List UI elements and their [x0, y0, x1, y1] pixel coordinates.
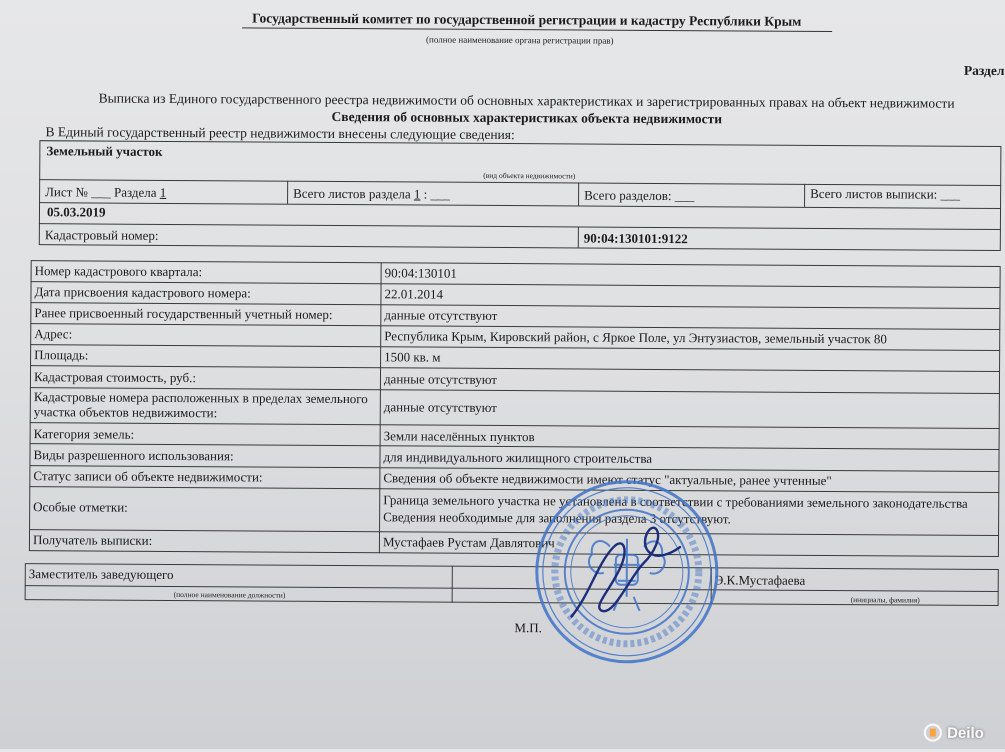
detail-value-record-status: Сведения об объекте недвижимости имеют статус "актуальные, ранее учтенные" — [383, 470, 832, 489]
detail-value-recipient: Мустафаев Рустам Давлятович — [382, 534, 555, 551]
extract-date: 05.03.2019 — [46, 204, 106, 220]
object-type-caption: (вид объекта недвижимости) — [483, 170, 576, 181]
detail-label-recipient: Получатель выписки: — [32, 532, 153, 548]
signature-col-divider — [452, 566, 453, 603]
signer-position: Заместитель заведующего — [28, 566, 174, 583]
detail-label-address: Адрес: — [34, 326, 73, 342]
sections-total: Всего разделов: ___ — [584, 187, 695, 204]
sheets-in-section-value: 1 — [413, 186, 421, 202]
organ-name: Государственный комитет по государственной регистрации и кадастру Республики Крым — [252, 10, 802, 29]
section-number: 1 — [159, 184, 167, 200]
signer-position-caption: (полное наименование должности) — [173, 590, 286, 600]
official-stamp — [531, 476, 722, 667]
detail-label-inner-objects: Кадастровые номера расположенных в пределах земельного участка объектов недвижимости: — [33, 389, 368, 421]
detail-value-assign-date: 22.01.2014 — [384, 286, 444, 302]
signer-name: Э.К.Мустафаева — [714, 572, 806, 588]
summary-col-divider — [578, 226, 579, 248]
detail-label-cost: Кадастровая стоимость, руб.: — [33, 369, 197, 386]
document-title: Выписка из Единого государственного реестра недвижимости об основных характеристиках и зарегистрированных правах на объект недвижимости — [98, 90, 955, 111]
document-intro: В Единый государственный реестр недвижимости внесены следующие сведения: — [45, 124, 515, 143]
document-subtitle: Сведения об основных характеристиках объекта недвижимости — [331, 108, 723, 127]
signer-name-caption: (инициалы, фамилия) — [850, 595, 920, 605]
detail-value-address: Республика Крым, Кировский район, с Яркое Поле, ул Энтузиастов, земельный участок 80 — [384, 328, 887, 347]
detail-label-quarter: Номер кадастрового квартала: — [34, 263, 203, 280]
detail-value-cost: данные отсутствуют — [383, 371, 498, 387]
detail-value-land-category: Земли населённых пунктов — [383, 428, 535, 445]
detail-value-quarter: 90:04:130101 — [384, 265, 457, 281]
detail-value-special-notes: Граница земельного участка не установлена в соответствии с требованиями земельного законодательства — [383, 492, 968, 511]
detail-value-inner-objects: данные отсутствуют — [383, 399, 497, 415]
summary-col-divider — [287, 181, 288, 204]
section-corner-label: Раздел — [963, 62, 1005, 79]
cadastral-number-label: Кадастровый номер: — [44, 227, 159, 243]
detail-value-special-notes-2: Сведения необходимые для заполнения раздела 3 отсутствуют. — [383, 509, 731, 527]
sheets-in-section: Всего листов раздела 1 : ___ — [293, 185, 451, 202]
watermark-brand: Deilo — [947, 724, 984, 742]
detail-label-assign-date: Дата присвоения кадастрового номера: — [34, 284, 251, 301]
detail-label-special-notes: Особые отметки: — [33, 499, 128, 515]
detail-label-area: Площадь: — [34, 347, 89, 363]
detail-value-area: 1500 кв. м — [384, 349, 441, 365]
object-type: Земельный участок — [46, 143, 163, 159]
detail-label-land-category: Категория земель: — [33, 426, 135, 442]
detail-label-prev-number: Ранее присвоенный государственный учетный номер: — [34, 305, 333, 322]
summary-col-divider — [578, 182, 579, 205]
detail-label-record-status: Статус записи об объекте недвижимости: — [33, 468, 263, 485]
detail-label-permitted-use: Виды разрешенного использования: — [33, 447, 234, 464]
cadastral-number-value: 90:04:130101:9122 — [583, 230, 688, 247]
sheet-number: Лист № ___ Раздела 1 — [45, 184, 167, 200]
organ-caption: (полное наименование органа регистрации прав) — [426, 34, 614, 46]
watermark — [924, 724, 984, 742]
detail-value-prev-number: данные отсутствуют — [384, 307, 498, 323]
sheets-total: Всего листов выписки: ___ — [810, 185, 961, 202]
seal-place-label: М.П. — [514, 620, 542, 636]
summary-col-divider — [804, 184, 805, 207]
detail-value-permitted-use: для индивидуального жилищного строительства — [383, 449, 653, 466]
deilo-logo-icon — [924, 724, 942, 742]
